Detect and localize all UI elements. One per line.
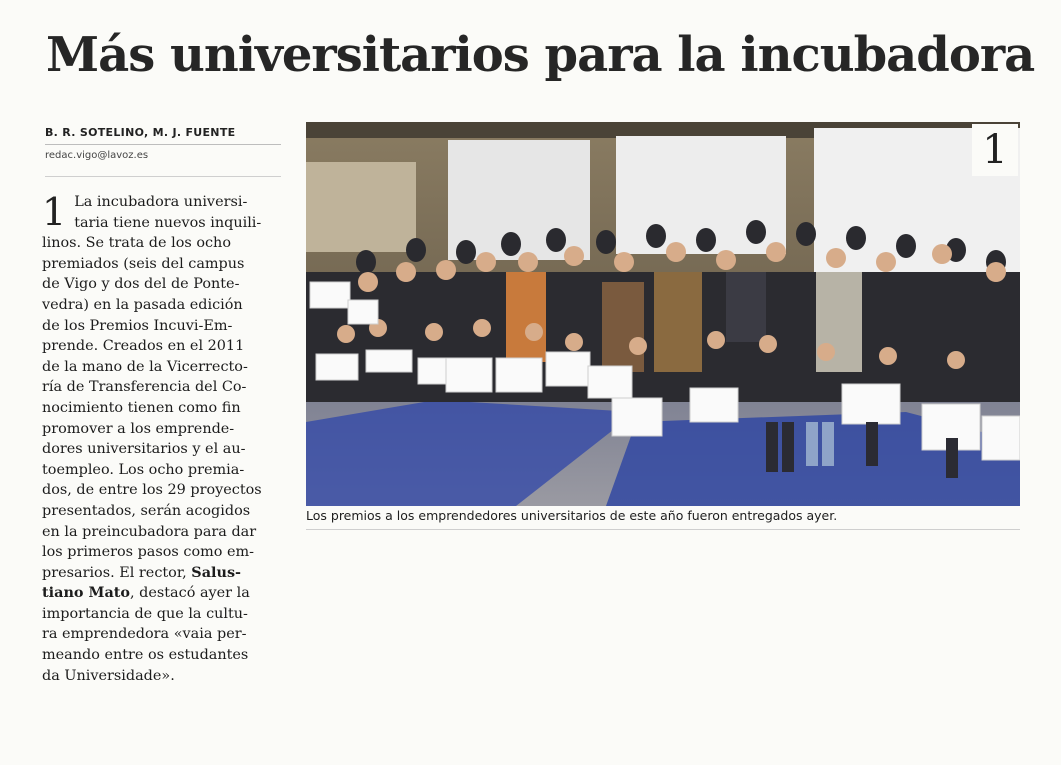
body-line: premiados (seis del campus — [42, 255, 245, 272]
body-line: toempleo. Los ocho premia- — [42, 461, 245, 478]
body-line: ría de Transferencia del Co- — [42, 379, 247, 396]
body-line-name — [42, 583, 286, 604]
body-line: taria tiene nuevos inquili- — [74, 214, 262, 231]
body-line: ra emprendedora «vaia per- — [42, 626, 247, 643]
body-line: en la preincubadora para dar — [42, 523, 257, 540]
body-line: meando entre os estudantes — [42, 647, 249, 664]
body-text: presarios. El rector, — [42, 564, 187, 581]
group-photo — [306, 122, 1020, 506]
headline: Más universitarios para la incubadora — [46, 27, 1035, 83]
body-line: linos. Se trata de los ocho — [42, 235, 231, 252]
byline: B. R. SOTELINO, M. J. FUENTE — [45, 126, 281, 145]
body-line: dos, de entre los 29 proyectos — [42, 482, 262, 499]
bold-name: tiano Mato — [42, 584, 131, 602]
body-line: importancia de que la cultu- — [42, 605, 248, 622]
photo-caption: Los premios a los emprendedores universitarios de este año fueron entregados ayer. — [306, 508, 1020, 530]
body-line: vedra) en la pasada edición — [42, 296, 243, 313]
body-text: , destacó ayer la — [130, 585, 250, 602]
divider — [45, 176, 281, 177]
section-number: 1 — [42, 190, 67, 234]
body-line: los primeros pasos como em- — [42, 544, 255, 561]
body-line: de los Premios Incuvi-Em- — [42, 317, 233, 334]
article-body — [42, 192, 286, 686]
group-photo-illustration — [306, 122, 1020, 506]
photo-number-badge: 1 — [972, 124, 1018, 176]
body-line: da Universidade». — [42, 667, 175, 684]
body-line: prende. Creados en el 2011 — [42, 338, 245, 355]
body-line: presentados, serán acogidos — [42, 502, 251, 519]
body-line: de la mano de la Vicerrecto- — [42, 358, 248, 375]
body-line: promover a los emprende- — [42, 420, 235, 437]
bold-name: Salus- — [191, 563, 242, 581]
body-line: dores universitarios y el au- — [42, 441, 246, 458]
author-email[interactable]: redac.vigo@lavoz.es — [45, 150, 149, 161]
body-line-rector — [42, 563, 286, 584]
body-line: La incubadora universi- — [74, 194, 248, 210]
body-line: nocimiento tienen como fin — [42, 399, 241, 416]
body-line: de Vigo y dos del de Ponte- — [42, 276, 240, 293]
